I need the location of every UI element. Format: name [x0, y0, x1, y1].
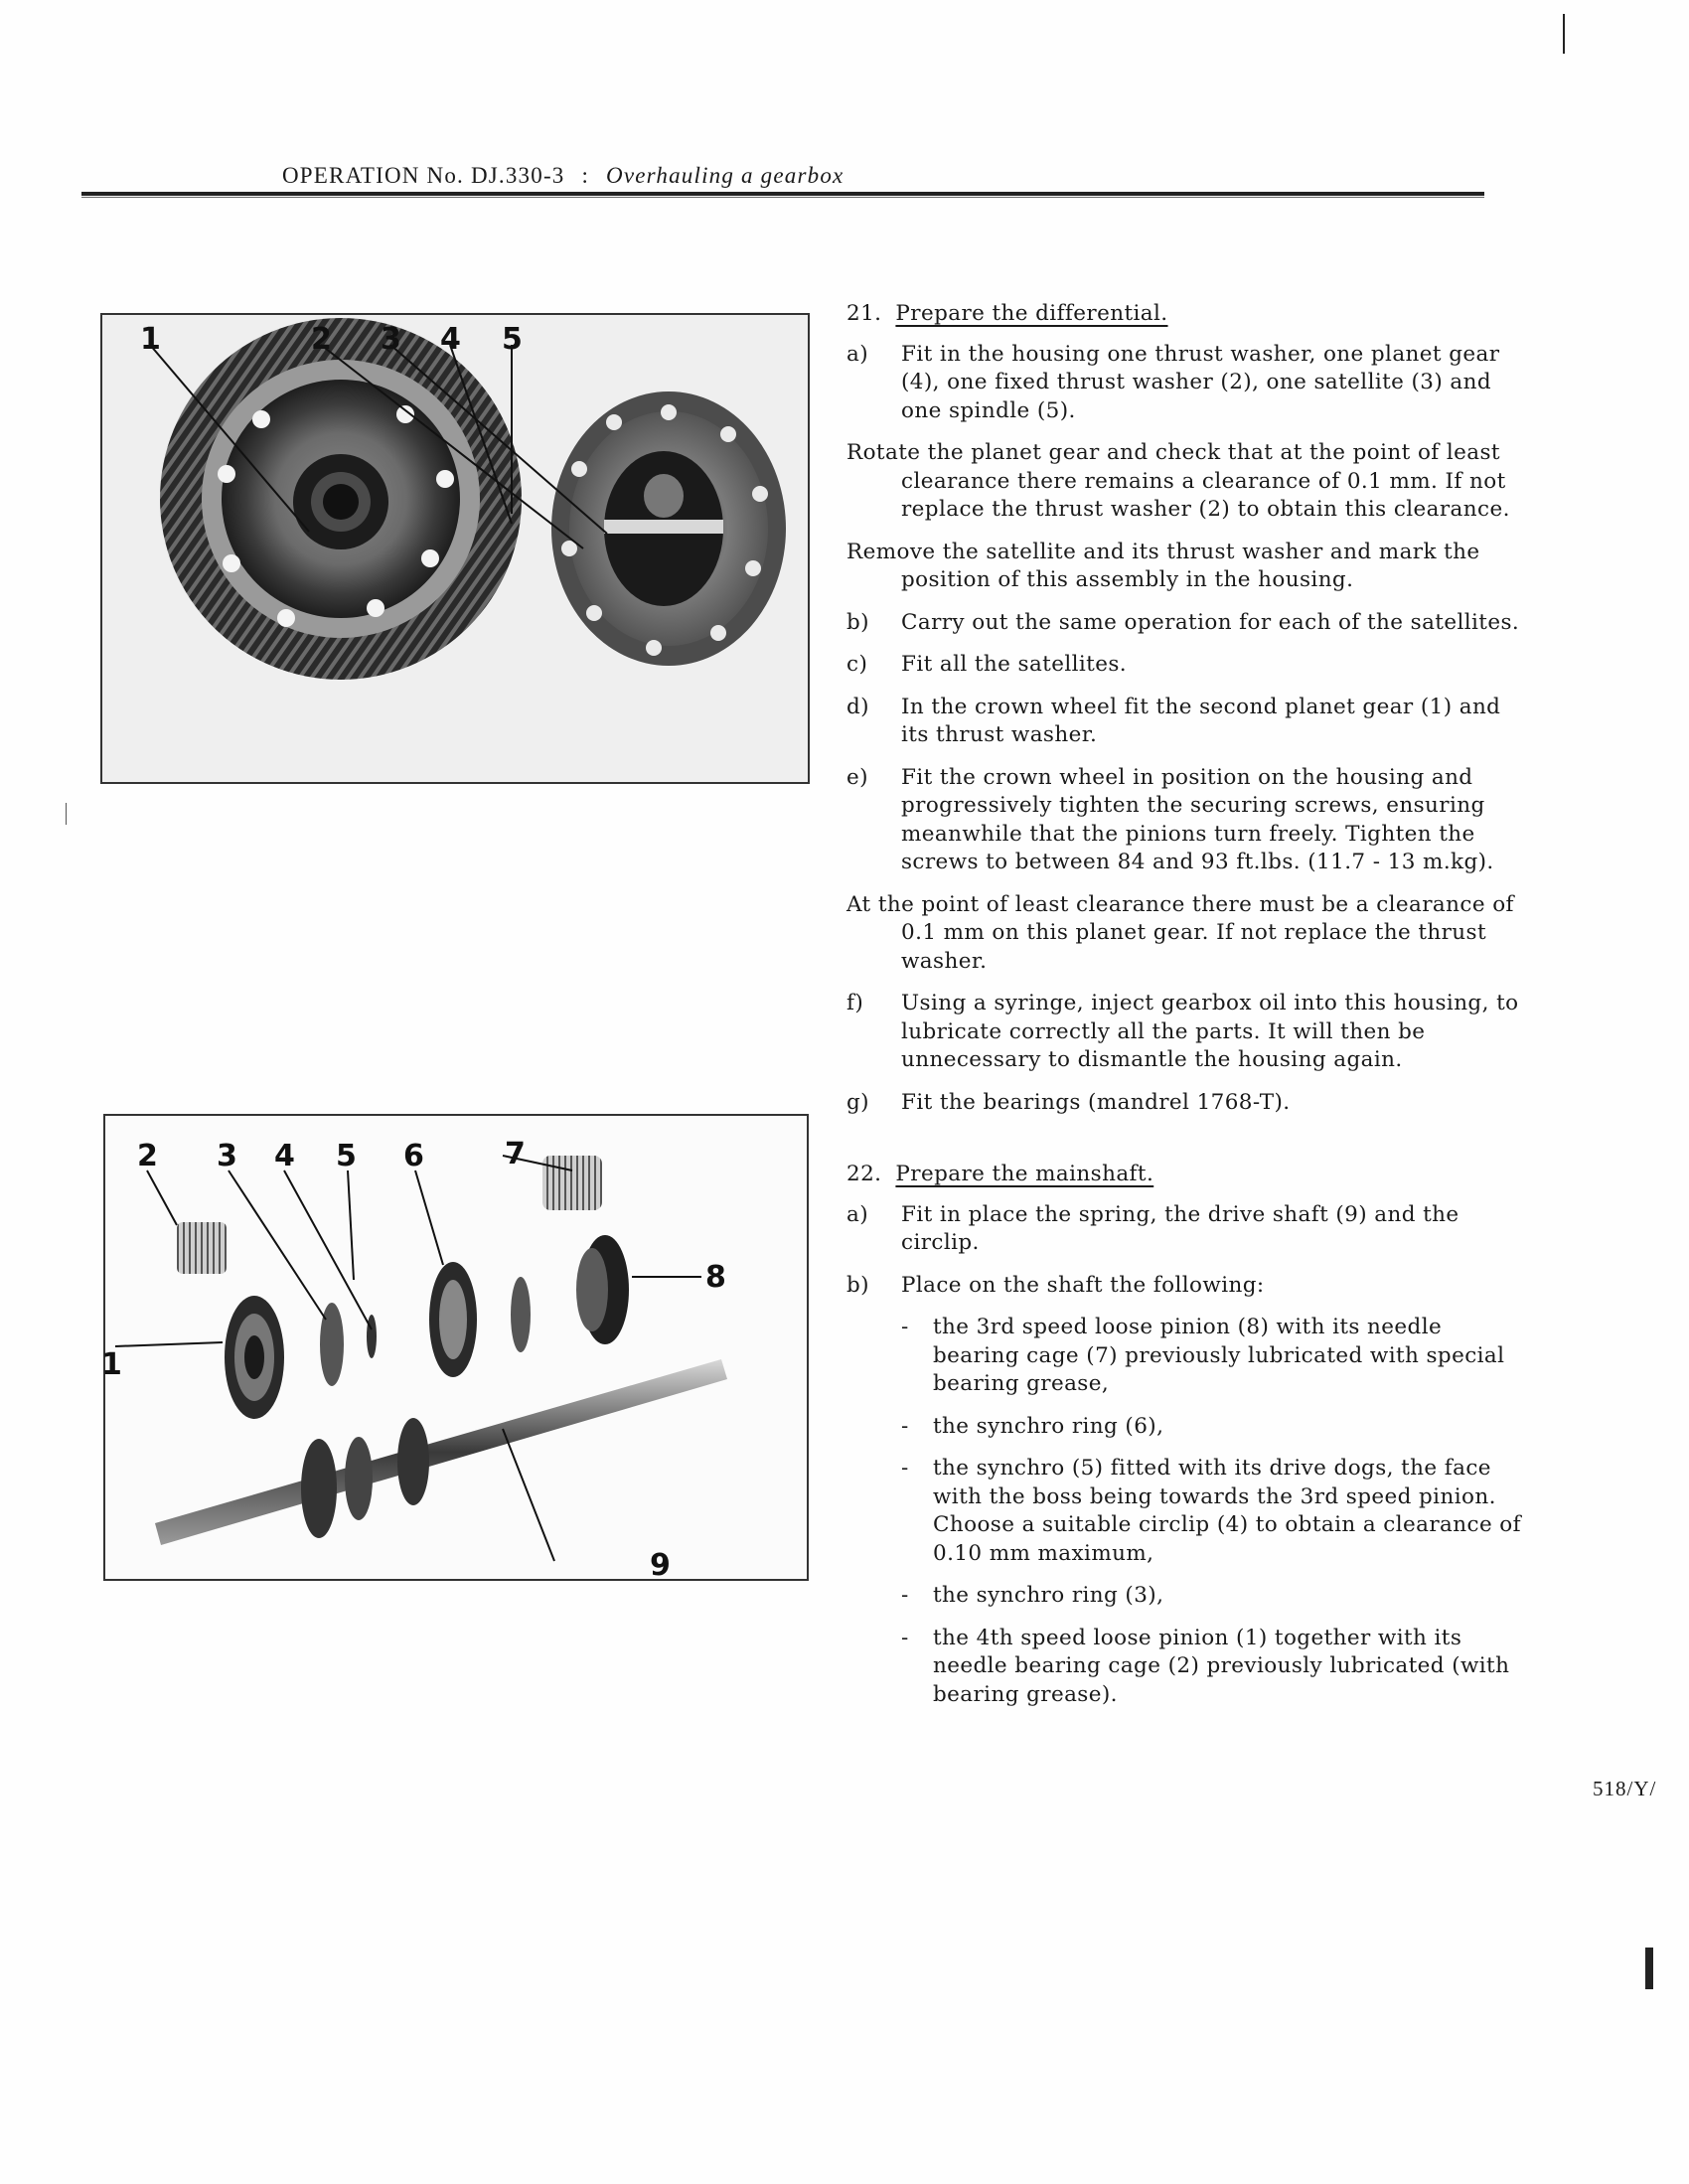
step-21-g: g) Fit the bearings (mandrel 1768-T). [846, 1089, 1291, 1115]
needle-bearing-cage-2 [177, 1222, 227, 1274]
callout-6: 6 [403, 1139, 424, 1173]
callout-5: 5 [502, 322, 523, 357]
callout-5: 5 [336, 1139, 357, 1173]
step-title: Prepare the mainshaft. [895, 1162, 1154, 1186]
callout-4: 4 [274, 1139, 295, 1173]
margin-mark [1563, 14, 1565, 54]
step-title: Prepare the differential. [895, 301, 1168, 326]
margin-mark [66, 803, 67, 825]
step-21-heading [846, 300, 1522, 329]
step-21-note-1: Rotate the planet gear and check that at the point of least clearance there remains a clearance of 0.1 mm. If not replace the thrust washer (2) to obtain this clearance. [846, 440, 1510, 522]
page-header [282, 163, 844, 189]
step-21-a: a) Fit in the housing one thrust washer, one planet gear (4), one fixed thrust washer (2), one satellite (3) and one spindle (5). [846, 341, 1500, 423]
header-separator: : [581, 163, 590, 188]
callout-7: 7 [505, 1137, 526, 1171]
callout-9: 9 [650, 1548, 671, 1583]
callout-1: 1 [140, 322, 161, 357]
mainshaft-photo [103, 1114, 809, 1581]
callout-3: 3 [381, 322, 401, 357]
step-number: 22. [846, 1162, 882, 1186]
needle-bearing-cage-7 [542, 1156, 602, 1210]
callout-4: 4 [440, 322, 461, 357]
spindle [604, 520, 723, 534]
operation-title: Overhauling a gearbox [606, 163, 844, 188]
step-22-sub-1: - the 3rd speed loose pinion (8) with its needle bearing cage (7) previously lubricated with special bearing grease, [901, 1315, 1505, 1396]
step-21-b: b) Carry out the same operation for each of the satellites. [846, 609, 1520, 635]
step-number: 21. [846, 301, 882, 326]
callout-8: 8 [705, 1260, 726, 1295]
operation-number: OPERATION No. DJ.330-3 [282, 163, 565, 188]
step-21-c: c) Fit all the satellites. [846, 652, 1127, 677]
margin-mark [1645, 1948, 1653, 1989]
header-rule [81, 192, 1484, 196]
step-21-e: e) Fit the crown wheel in position on the housing and progressively tighten the securing screws, ensuring meanwhile that the pinions turn freely. Tighten the screws to between 84 and 93 ft.lbs. (11.7 - 13 m.kg). [846, 764, 1494, 874]
callout-2: 2 [311, 322, 332, 357]
step-21-note-3: At the point of least clearance there must be a clearance of 0.1 mm on this planet gear. If not replace the thrust washer. [846, 891, 1514, 974]
step-22-sub-4: - the synchro ring (3), [901, 1583, 1164, 1608]
step-22-heading [846, 1161, 1522, 1189]
differential-photo [100, 313, 810, 784]
callout-3: 3 [217, 1139, 237, 1173]
differential-illustration [102, 315, 808, 782]
satellite [644, 474, 684, 518]
page-code: 518/Y/ [1593, 1777, 1657, 1800]
step-22-sub-3: - the synchro (5) fitted with its drive dogs, the face with the boss being towards the 3rd speed pinion. Choose a suitable circlip (4) to obtain a clearance of 0.10 mm maximum, [901, 1456, 1522, 1566]
step-22-sub-5: - the 4th speed loose pinion (1) together with its needle bearing cage (2) previously lubricated (with bearing grease). [901, 1625, 1510, 1707]
header-rule-thin [81, 197, 1484, 198]
step-21-f: f) Using a syringe, inject gearbox oil into this housing, to lubricate correctly all the parts. It will then be unnecessary to dismantle the housing again. [846, 991, 1519, 1072]
synchro-ring-6 [511, 1277, 531, 1352]
instructions-column [846, 300, 1522, 1723]
mainshaft-illustration [101, 1116, 807, 1583]
callout-1: 1 [101, 1347, 122, 1382]
step-22-a: a) Fit in place the spring, the drive shaft (9) and the circlip. [846, 1201, 1459, 1255]
step-22-b: b) Place on the shaft the following: [846, 1272, 1265, 1298]
step-21-note-2: Remove the satellite and its thrust washer and mark the position of this assembly in the housing. [846, 539, 1480, 592]
step-21-d: d) In the crown wheel fit the second planet gear (1) and its thrust washer. [846, 694, 1501, 747]
callout-2: 2 [137, 1139, 158, 1173]
step-22-sub-2: - the synchro ring (6), [901, 1413, 1164, 1439]
